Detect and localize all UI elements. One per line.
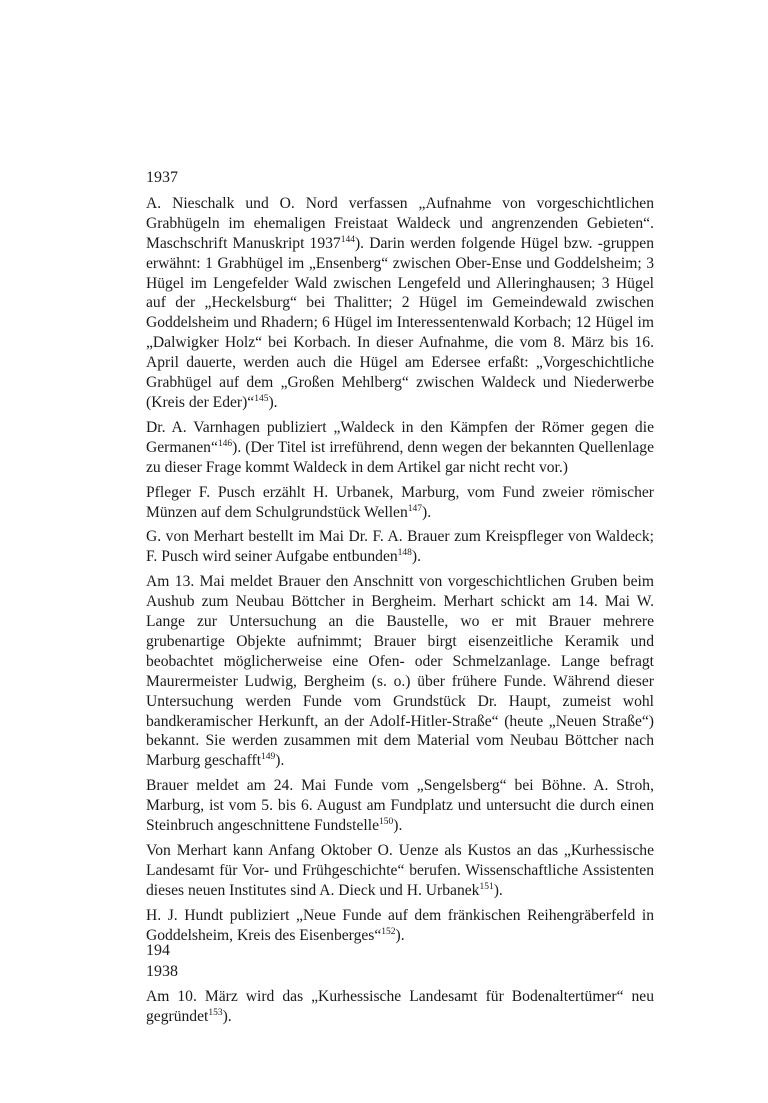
- page-content: [146, 168, 654, 1032]
- footnote-ref: 151: [479, 881, 494, 892]
- paragraph: H. J. Hundt publiziert „Neue Funde auf dem fränkischen Reihengräberfeld in Goddelsheim, Kreis des Eisenberges“$^{152}$).: [146, 906, 654, 944]
- footnote-ref: 148: [397, 548, 412, 559]
- footnote-ref: 152: [381, 926, 396, 937]
- footnote-ref: 145: [254, 393, 269, 404]
- paragraph: Brauer meldet am 24. Mai Funde vom „Sengelsberg“ bei Böhne. A. Stroh, Marburg, ist vom 5. bis 6. August am Fundplatz und untersucht die durch einen Steinbruch angeschnittene Fundstelle$^{150}$).: [146, 777, 654, 835]
- page-number: 194: [146, 942, 170, 959]
- paragraph: A. Nieschalk und O. Nord verfassen „Aufnahme von vorgeschichtlichen Grabhügeln im ehemaligen Freistaat Waldeck und angrenzenden Gebieten“. Maschschrift Manuskript 1937$^{144}$). Darin werden folgende Hügel bzw. -gruppen erwähnt: 1 Grabhügel im „Ensenberg“ zwischen Ober-Ense und Goddelsheim; 3 Hügel im Lengefelder Wald zwischen Lengefeld und Alleringhausen; 3 Hügel auf der „Heckelsburg“ bei Thalitter; 2 Hügel im Gemeindewald zwischen Goddelsheim und Rhadern; 6 Hügel im Interessentenwald Korbach; 12 Hügel im „Dalwigker Holz“ bei Korbach. In dieser Aufnahme, die vom 8. März bis 16. April dauerte, werden auch die Hügel am Edersee erfaßt: „Vorgeschichtliche Grabhügel auf dem „Großen Mehlberg“ zwischen Waldeck und Niederwerbe (Kreis der Eder)“$^{145}$).: [146, 194, 654, 411]
- paragraph: Pfleger F. Pusch erzählt H. Urbanek, Marburg, vom Fund zweier römischer Münzen auf dem Schulgrundstück Wellen$^{147}$).: [146, 483, 654, 521]
- footnote-ref: 146: [217, 438, 233, 449]
- paragraph: Von Merhart kann Anfang Oktober O. Uenze als Kustos an das „Kurhessische Landesamt für Vor- und Frühgeschichte“ berufen. Wissenschaftliche Assistenten dieses neuen Institutes sind A. Dieck und H. Urbanek$^{151}$).: [146, 842, 654, 899]
- footnote-ref: 150: [379, 817, 394, 828]
- footnote-ref: 144: [340, 234, 355, 245]
- footnote-ref: 147: [407, 503, 423, 514]
- year-heading: 1937: [146, 169, 178, 186]
- paragraph: G. von Merhart bestellt im Mai Dr. F. A. Brauer zum Kreispfleger von Waldeck; F. Pusch wird seiner Aufgabe entbunden$^{148}$).: [146, 528, 654, 566]
- footnote-ref: 153: [208, 1008, 223, 1019]
- paragraph: Dr. A. Varnhagen publiziert „Waldeck in den Kämpfen der Römer gegen die Germanen“$^{146}$). (Der Titel ist irreführend, denn wegen der bekannten Quellenlage zu dieser Frage kommt Waldeck in dem Artikel gar nicht recht vor.): [146, 418, 654, 476]
- footnote-ref: 149: [261, 752, 276, 763]
- year-heading: 1938: [146, 962, 178, 980]
- paragraph: Am 13. Mai meldet Brauer den Anschnitt von vorgeschichtlichen Gruben beim Aushub zum Neubau Böttcher in Bergheim. Merhart schickt am 14. Mai W. Lange zur Untersuchung an die Baustelle, wo er mit Brauer mehrere grubenartige Objekte aufnimmt; Brauer birgt eisenzeitliche Keramik und beobachtet möglicherweise eine Ofen- oder Schmelzanlage. Lange befragt Maurermeister Ludwig, Bergheim (s. o.) über frühere Funde. Während dieser Untersuchung werden Funde vom Grundstück Dr. Haupt, zumeist wohl bandkeramischer Herkunft, an der Adolf-Hitler-Straße“ (heute „Neuen Straße“) bekannt. Sie werden zusammen mit dem Material vom Neubau Böttcher nach Marburg geschafft$^{149}$).: [146, 573, 654, 770]
- paragraph: Am 10. März wird das „Kurhessische Landesamt für Bodenaltertümer“ neu gegründet$^{153}$).: [146, 988, 654, 1026]
